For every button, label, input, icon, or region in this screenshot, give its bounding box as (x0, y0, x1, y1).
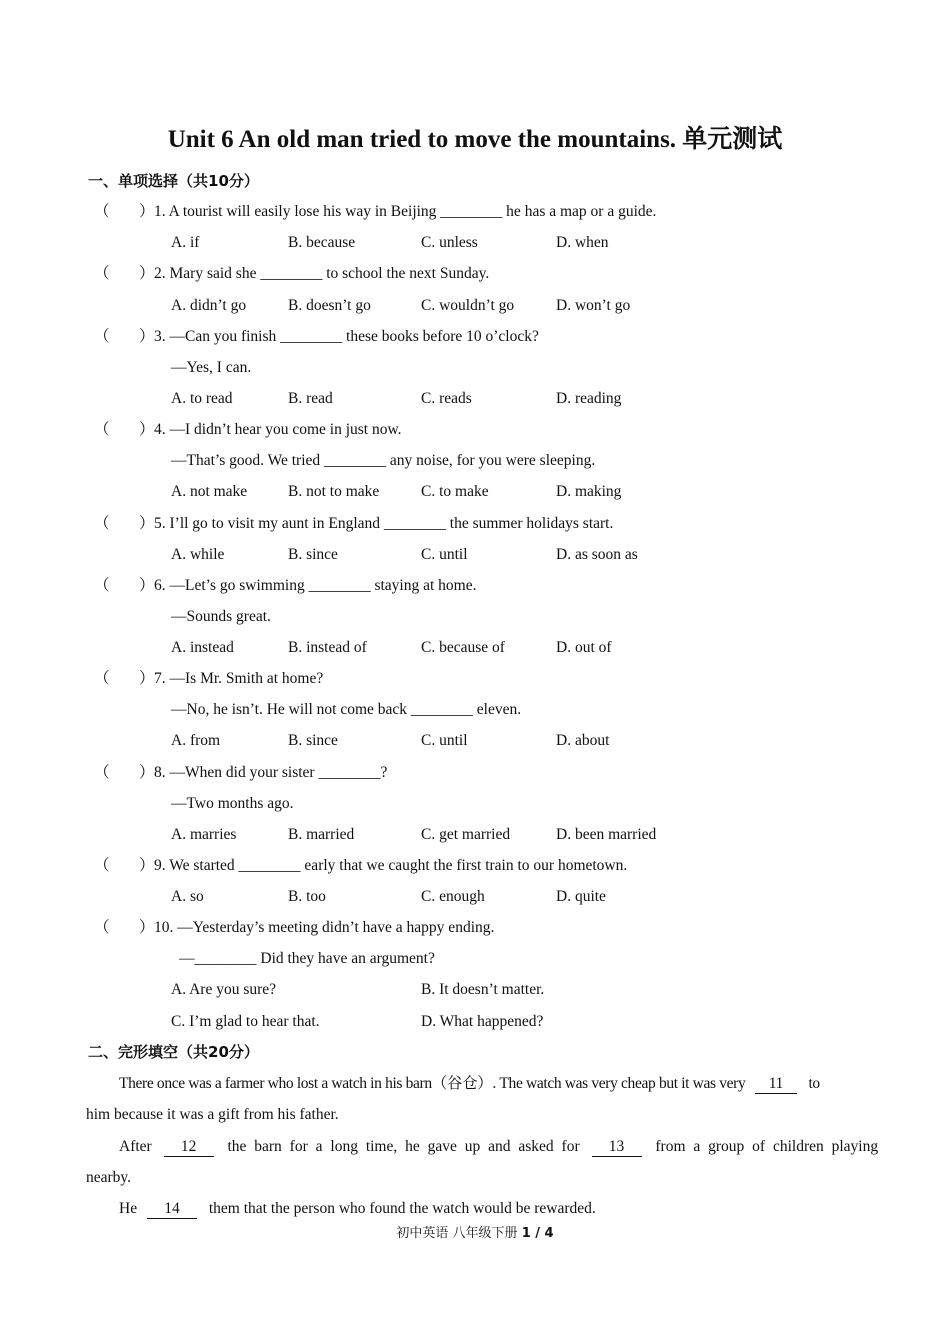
question-stem: 4. —I didn’t hear you come in just now. (154, 421, 402, 438)
option-d: D. as soon as (556, 546, 638, 563)
answer-paren-open[interactable]: （ (94, 670, 110, 687)
answer-paren-open[interactable]: （ (94, 919, 110, 936)
option-c: C. I’m glad to hear that. (171, 1013, 320, 1030)
option-a: A. didn’t go (171, 297, 247, 314)
dialogue-reply: —No, he isn’t. He will not come back ________ eleven. (171, 701, 522, 718)
option-b: B. instead of (288, 639, 367, 656)
cloze-paragraph-2-line-2: nearby. (86, 1169, 132, 1186)
answer-paren-open[interactable]: （ (94, 265, 110, 282)
option-a: A. from (171, 732, 221, 749)
cloze-text: He (119, 1200, 138, 1217)
cloze-text: After (119, 1138, 152, 1155)
answer-paren-close: ） (139, 328, 155, 345)
option-b: B. since (288, 546, 338, 563)
cloze-text: the barn for a long time, he gave up and asked for (227, 1138, 580, 1155)
answer-paren-open[interactable]: （ (94, 203, 110, 220)
option-d: D. reading (556, 390, 622, 407)
option-d: D. out of (556, 639, 612, 656)
dialogue-reply: —Sounds great. (171, 608, 271, 625)
question-stem: 8. —When did your sister ________? (154, 764, 388, 781)
cloze-text: There once was a farmer who lost a watch in his barn（谷仓）. The watch was very cheap but it was very (119, 1075, 746, 1092)
answer-paren-close: ） (139, 764, 155, 781)
option-a: A. so (171, 888, 204, 905)
option-c: C. unless (421, 234, 478, 251)
option-a: A. instead (171, 639, 234, 656)
option-d: D. quite (556, 888, 606, 905)
option-b: B. married (288, 826, 355, 843)
option-c: C. reads (421, 390, 472, 407)
option-c: C. until (421, 732, 468, 749)
question-stem: 3. —Can you finish ________ these books before 10 o’clock? (154, 328, 539, 345)
answer-paren-open[interactable]: （ (94, 577, 110, 594)
option-b: B. It doesn’t matter. (421, 981, 545, 998)
option-d: D. What happened? (421, 1013, 544, 1030)
option-a: A. marries (171, 826, 237, 843)
option-a: A. to read (171, 390, 233, 407)
question-stem: 5. I’ll go to visit my aunt in England ________ the summer holidays start. (154, 515, 614, 532)
cloze-paragraph-2-line-1 (119, 1136, 878, 1158)
option-c: C. enough (421, 888, 485, 905)
question-stem: 6. —Let’s go swimming ________ staying at home. (154, 577, 477, 594)
cloze-blank-13[interactable]: 13 (592, 1138, 642, 1157)
option-b: B. doesn’t go (288, 297, 371, 314)
cloze-paragraph-1-line-1 (119, 1073, 820, 1095)
section-heading-multiple-choice: 一、单项选择（共10分） (88, 172, 259, 190)
option-b: B. because (288, 234, 356, 251)
cloze-blank-12[interactable]: 12 (164, 1138, 214, 1157)
cloze-text: them that the person who found the watch would be rewarded. (208, 1200, 596, 1217)
option-d: D. making (556, 483, 622, 500)
answer-paren-close: ） (139, 421, 155, 438)
answer-paren-close: ） (139, 203, 155, 220)
option-a: A. if (171, 234, 200, 251)
answer-paren-open[interactable]: （ (94, 328, 110, 345)
answer-paren-close: ） (139, 265, 155, 282)
question-stem: 1. A tourist will easily lose his way in Beijing ________ he has a map or a guide. (154, 203, 657, 220)
dialogue-reply: —Yes, I can. (171, 359, 252, 376)
option-b: B. too (288, 888, 326, 905)
cloze-paragraph-3-line-1 (119, 1198, 596, 1220)
option-a: A. not make (171, 483, 248, 500)
cloze-text: to (808, 1075, 820, 1092)
section-heading-cloze: 二、完形填空（共20分） (88, 1043, 259, 1061)
option-b: B. read (288, 390, 333, 407)
answer-paren-close: ） (139, 857, 155, 874)
answer-paren-open[interactable]: （ (94, 515, 110, 532)
answer-paren-open[interactable]: （ (94, 857, 110, 874)
option-a: A. while (171, 546, 225, 563)
question-stem: 9. We started ________ early that we caught the first train to our hometown. (154, 857, 628, 874)
option-d: D. been married (556, 826, 657, 843)
page-title: Unit 6 An old man tried to move the mountains. 单元测试 (167, 126, 783, 153)
answer-paren-open[interactable]: （ (94, 421, 110, 438)
page-number: 1 / 4 (521, 1226, 554, 1241)
option-c: C. get married (421, 826, 511, 843)
option-c: C. until (421, 546, 468, 563)
footer-text: 初中英语 八年级下册 (396, 1226, 518, 1241)
option-b: B. not to make (288, 483, 380, 500)
question-stem: 2. Mary said she ________ to school the next Sunday. (154, 265, 490, 282)
answer-paren-open[interactable]: （ (94, 764, 110, 781)
option-c: C. to make (421, 483, 489, 500)
answer-paren-close: ） (139, 919, 155, 936)
question-stem: 7. —Is Mr. Smith at home? (154, 670, 324, 687)
option-c: C. because of (421, 639, 505, 656)
question-stem: 10. —Yesterday’s meeting didn’t have a happy ending. (154, 919, 495, 936)
cloze-blank-11[interactable]: 11 (755, 1075, 797, 1094)
page-footer (0, 1224, 950, 1244)
dialogue-reply: —________ Did they have an argument? (179, 950, 435, 967)
answer-paren-close: ） (139, 515, 155, 532)
dialogue-reply: —Two months ago. (171, 795, 294, 812)
cloze-blank-14[interactable]: 14 (147, 1200, 197, 1219)
cloze-paragraph-1-line-2: him because it was a gift from his father. (86, 1106, 339, 1123)
option-d: D. about (556, 732, 610, 749)
option-c: C. wouldn’t go (421, 297, 515, 314)
cloze-text: from a group of children playing (655, 1138, 879, 1155)
option-a: A. Are you sure? (171, 981, 277, 998)
answer-paren-close: ） (139, 670, 155, 687)
option-b: B. since (288, 732, 338, 749)
option-d: D. won’t go (556, 297, 631, 314)
answer-paren-close: ） (139, 577, 155, 594)
dialogue-reply: —That’s good. We tried ________ any noise, for you were sleeping. (171, 452, 596, 469)
option-d: D. when (556, 234, 609, 251)
